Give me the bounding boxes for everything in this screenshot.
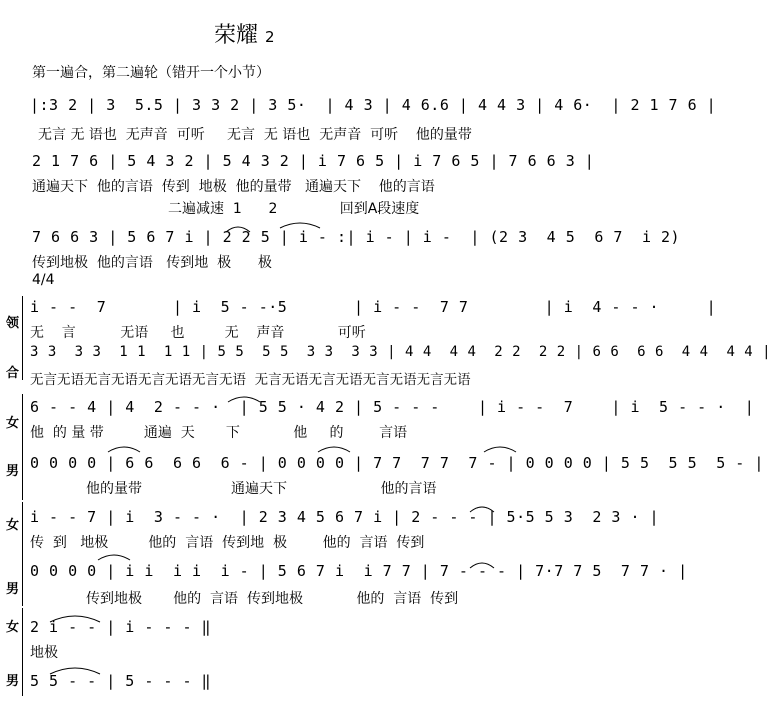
tie-e-female: [50, 616, 100, 622]
part-label-male-d: 男: [6, 582, 20, 597]
section-c-female-lyric: 他 的 量 带 通遍 天 下 他 的 言语: [30, 425, 408, 441]
title-suffix: 2: [265, 28, 275, 46]
tie-c-male-2: [318, 447, 350, 452]
part-label-female-d: 女: [6, 518, 20, 533]
slur-d-male: [470, 563, 494, 568]
section-e-female-music: 2 i - - | i - - - ‖: [30, 618, 212, 636]
section-e-female-lyric: 地极: [30, 645, 58, 661]
section-d-male-music: 0 0 0 0 | i i i i i - | 5 6 7 i i 7 7 | 7 - - - | 7·7 7 5 7 7 · |: [30, 562, 688, 580]
section-a-row1-music: |:3 2 | 3 5.5 | 3 3 2 | 3 5· | 4 3 | 4 6.6 | 4 4 3 | 4 6· | 2 1 7 6 |: [30, 96, 717, 114]
section-a-row2-music: 2 1 7 6 | 5 4 3 2 | 5 4 3 2 | i 7 6 5 | i 7 6 5 | 7 6 6 3 |: [32, 152, 595, 170]
section-a-row1-lyric: 无言 无 语也 无声音 可听 无言 无 语也 无声音 可听 他的量带: [38, 127, 472, 143]
section-b-choir-lyric: 无言无语无言无语无言无语无言无语 无言无语无言无语无言无语无言无语: [30, 372, 471, 388]
tie-c-male-1: [108, 447, 140, 452]
tie-e-male: [50, 668, 100, 674]
tie-d-male: [98, 555, 130, 560]
section-a-row3-lyric: 传到地极 他的言语 传到地 极 极: [32, 255, 272, 271]
time-signature: 4/4: [32, 272, 55, 288]
section-c-male-lyric: 他的量带 通遍天下 他的言语: [86, 481, 437, 497]
section-e-male-music: 5 5 - - | 5 - - - ‖: [30, 672, 212, 690]
part-label-male-c: 男: [6, 464, 20, 479]
part-label-female-e: 女: [6, 620, 20, 635]
tie-c-male-3: [484, 447, 516, 452]
section-d-female-lyric: 传 到 地极 他的 言语 传到地 极 他的 言语 传到: [30, 535, 425, 551]
tie-a3-end: [280, 223, 320, 228]
part-label-female-c: 女: [6, 416, 20, 431]
slur-c-female: [228, 397, 260, 402]
section-a-row3-music: 7 6 6 3 | 5 6 7 i | 2 2 5 | i - :| i - | i - | (2 3 4 5 6 7 i 2): [32, 228, 681, 246]
section-b-lead-lyric: 无 言 无语 也 无 声音 可听: [30, 325, 366, 341]
section-b-lead-music: i - - 7 | i 5 - -·5 | i - - 7 7 | i 4 - - · |: [30, 298, 717, 316]
section-a-row2-lyric: 通遍天下 他的言语 传到 地极 他的量带 通遍天下 他的言语: [32, 179, 435, 195]
section-b-choir-music: 3 3 3 3 1 1 1 1 | 5 5 5 5 3 3 3 3 | 4 4 4 4 2 2 2 2 | 6 6 6 6 4 4 4 4 |: [30, 344, 771, 360]
tempo-note: 二遍减速 1 2 回到A段速度: [168, 201, 420, 217]
slur-a3: [226, 227, 250, 232]
performance-note: 第一遍合，第二遍轮（错开一个小节）: [32, 65, 270, 81]
section-d-female-music: i - - 7 | i 3 - - · | 2 3 4 5 6 7 i | 2 - - - | 5·5 5 3 2 3 · |: [30, 508, 660, 526]
part-label-choir: 合: [6, 366, 20, 381]
part-label-male-e: 男: [6, 674, 20, 689]
section-c-female-music: 6 - - 4 | 4 2 - - · | 5 5 · 4 2 | 5 - - - | i - - 7 | i 5 - - · |: [30, 398, 755, 416]
slur-d-female: [470, 507, 494, 512]
title-text: 荣耀: [214, 23, 259, 48]
section-d-male-lyric: 传到地极 他的 言语 传到地极 他的 言语 传到: [86, 591, 459, 607]
section-c-male-music: 0 0 0 0 | 6 6 6 6 6 - | 0 0 0 0 | 7 7 7 7 7 - | 0 0 0 0 | 5 5 5 5 5 - |: [30, 454, 764, 472]
part-label-lead: 领: [6, 316, 20, 331]
